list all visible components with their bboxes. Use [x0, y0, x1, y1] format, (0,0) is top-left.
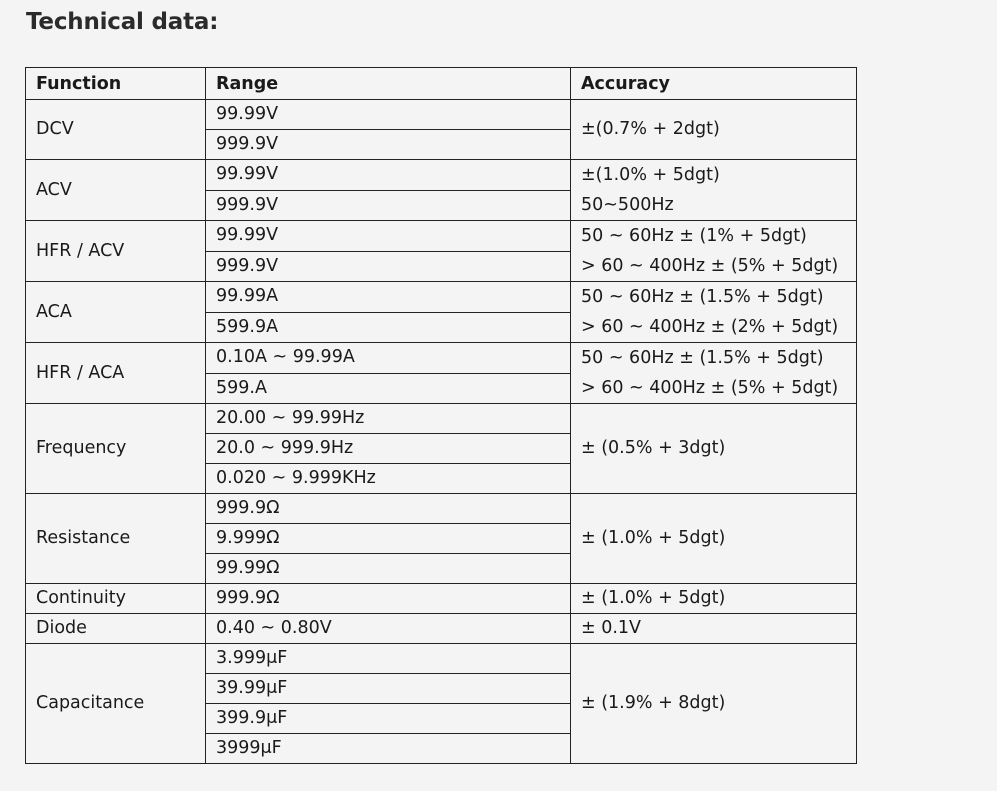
accuracy-line: 50~500Hz	[581, 195, 674, 215]
accuracy-line: 50 ~ 60Hz ± (1.5% + 5dgt)	[581, 287, 824, 307]
range-cell: 99.99Ω	[206, 554, 571, 584]
table-row	[26, 644, 857, 674]
table-row	[26, 584, 857, 614]
function-cell: Frequency	[26, 404, 206, 494]
function-cell: Continuity	[26, 584, 206, 614]
range-cell: 0.40 ~ 0.80V	[206, 614, 571, 644]
range-cell: 999.9Ω	[206, 494, 571, 524]
function-cell: DCV	[26, 100, 206, 160]
accuracy-cell	[571, 282, 857, 343]
function-cell: ACV	[26, 160, 206, 221]
accuracy-cell	[571, 221, 857, 282]
accuracy-cell: ± (1.0% + 5dgt)	[571, 584, 857, 614]
range-cell: 99.99V	[206, 221, 571, 252]
header-range: Range	[206, 68, 571, 100]
accuracy-cell: ± (1.9% + 8dgt)	[571, 644, 857, 764]
range-cell: 999.9Ω	[206, 584, 571, 614]
header-function: Function	[26, 68, 206, 100]
range-cell: 99.99A	[206, 282, 571, 313]
range-cell: 3.999μF	[206, 644, 571, 674]
range-cell: 599.A	[206, 373, 571, 404]
accuracy-cell: ± (1.0% + 5dgt)	[571, 494, 857, 584]
function-cell: Diode	[26, 614, 206, 644]
function-cell: ACA	[26, 282, 206, 343]
function-cell: HFR / ACA	[26, 343, 206, 404]
table-row	[26, 404, 857, 434]
range-cell: 399.9μF	[206, 704, 571, 734]
table-row	[26, 100, 857, 130]
range-cell: 0.10A ~ 99.99A	[206, 343, 571, 374]
table-row	[26, 160, 857, 191]
range-cell: 3999μF	[206, 734, 571, 764]
header-row	[26, 68, 857, 100]
accuracy-line: ±(1.0% + 5dgt)	[581, 165, 720, 185]
table-row	[26, 282, 857, 313]
range-cell: 39.99μF	[206, 674, 571, 704]
accuracy-cell	[571, 160, 857, 221]
range-cell: 0.020 ~ 9.999KHz	[206, 464, 571, 494]
accuracy-cell	[571, 343, 857, 404]
range-cell: 999.9V	[206, 190, 571, 221]
table-body	[26, 100, 857, 764]
accuracy-line: > 60 ~ 400Hz ± (5% + 5dgt)	[581, 256, 839, 276]
range-cell: 9.999Ω	[206, 524, 571, 554]
range-cell: 20.0 ~ 999.9Hz	[206, 434, 571, 464]
page-title: Technical data:	[26, 9, 219, 35]
range-cell: 20.00 ~ 99.99Hz	[206, 404, 571, 434]
table-row	[26, 614, 857, 644]
function-cell: HFR / ACV	[26, 221, 206, 282]
function-cell: Capacitance	[26, 644, 206, 764]
table-row	[26, 343, 857, 374]
range-cell: 999.9V	[206, 251, 571, 282]
accuracy-line: 50 ~ 60Hz ± (1% + 5dgt)	[581, 226, 807, 246]
table-row	[26, 494, 857, 524]
range-cell: 99.99V	[206, 100, 571, 130]
accuracy-line: 50 ~ 60Hz ± (1.5% + 5dgt)	[581, 348, 824, 368]
range-cell: 99.99V	[206, 160, 571, 191]
accuracy-line: > 60 ~ 400Hz ± (2% + 5dgt)	[581, 317, 839, 337]
function-cell: Resistance	[26, 494, 206, 584]
accuracy-line: > 60 ~ 400Hz ± (5% + 5dgt)	[581, 378, 839, 398]
accuracy-cell: ±(0.7% + 2dgt)	[571, 100, 857, 160]
header-accuracy: Accuracy	[571, 68, 857, 100]
accuracy-cell: ± (0.5% + 3dgt)	[571, 404, 857, 494]
accuracy-cell: ± 0.1V	[571, 614, 857, 644]
range-cell: 999.9V	[206, 130, 571, 160]
table-row	[26, 221, 857, 252]
technical-data-table	[25, 67, 857, 764]
range-cell: 599.9A	[206, 312, 571, 343]
